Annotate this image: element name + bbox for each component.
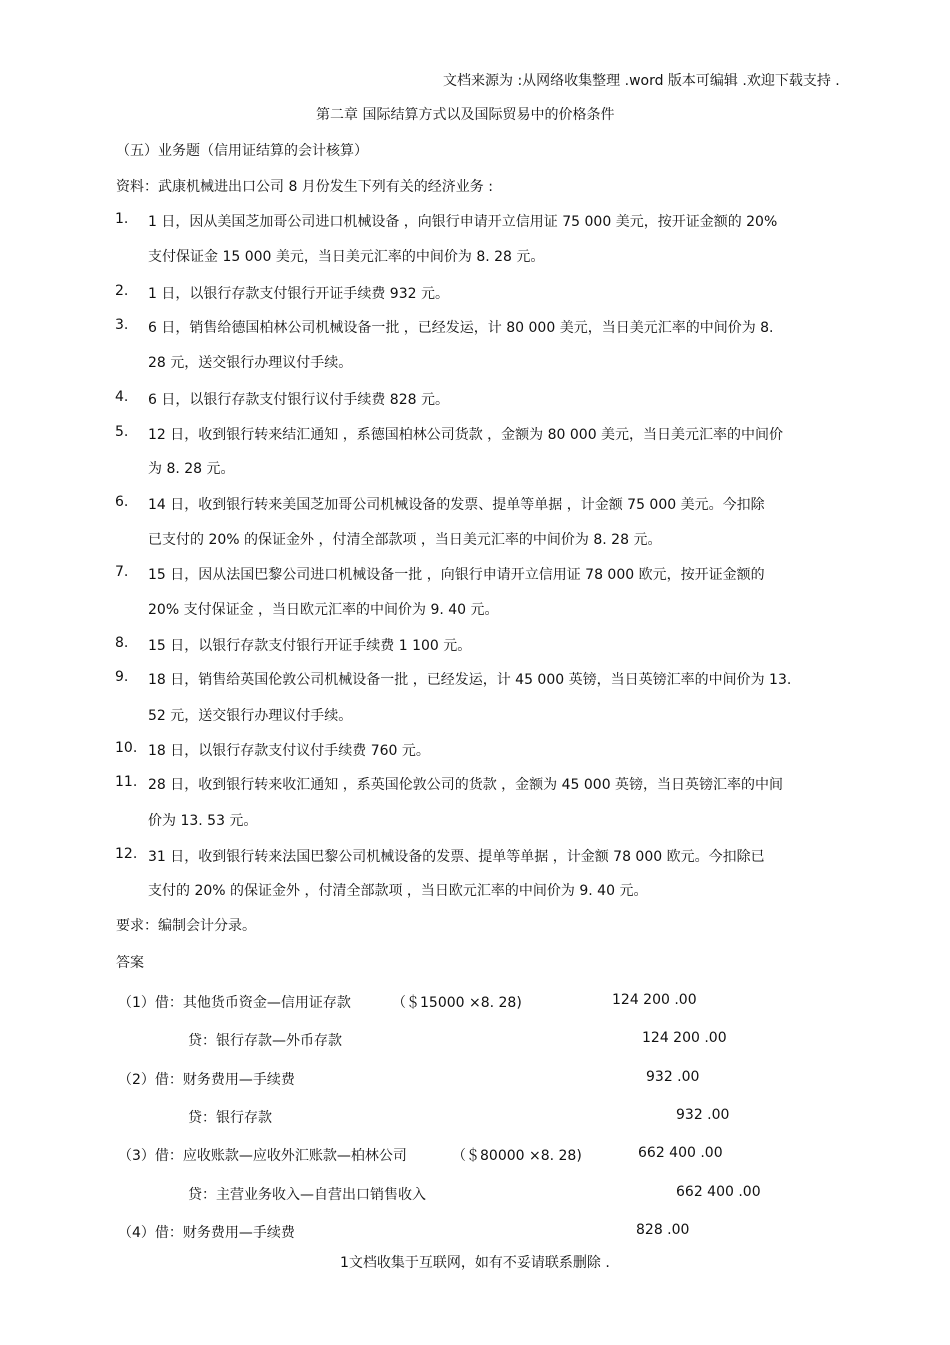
footer-note: 1文档收集于互联网，如有不妥请联系删除 . [340,1255,610,1271]
item-text: 1 日，以银行存款支付银行开证手续费 932 元。 [148,286,449,302]
item-number: 9. [115,669,129,685]
item-text: 31 日，收到银行转来法国巴黎公司机械设备的发票、提单等单据 ，计金额 78 000 欧元。今扣除已 [148,849,765,865]
journal-entry-calc: （＄15000 ×8. 28) [392,995,522,1011]
item-text: 14 日，收到银行转来美国芝加哥公司机械设备的发票、提单等单据 ，计金额 75 000 美元。今扣除 [148,497,765,513]
journal-entry-amount: 124 200 .00 [612,992,697,1008]
item-number: 7. [115,564,129,580]
item-text: 18 日，销售给英国伦敦公司机械设备一批 ，已经发运，计 45 000 英镑，当日英镑汇率的中间价为 13. [148,672,792,688]
journal-entry-amount: 932 .00 [646,1069,700,1085]
item-text-cont: 支付保证金 15 000 美元，当日美元汇率的中间价为 8. 28 元。 [148,249,545,265]
item-number: 3. [115,317,129,333]
requirement: 要求：编制会计分录。 [116,918,256,934]
item-number: 5. [115,424,129,440]
answer-title: 答案 [116,955,144,971]
journal-entry-credit: 贷：主营业务收入—自营出口销售收入 [188,1187,426,1203]
item-text: 6 日，销售给德国柏林公司机械设备一批 ，已经发运，计 80 000 美元，当日美元汇率的中间价为 8. [148,320,774,336]
item-text-cont: 已支付的 20% 的保证金外 ，付清全部款项 ，当日美元汇率的中间价为 8. 28 元。 [148,532,662,548]
item-text-cont: 支付的 20% 的保证金外 ，付清全部款项 ，当日欧元汇率的中间价为 9. 40 元。 [148,883,648,899]
journal-entry-amount: 662 400 .00 [638,1145,723,1161]
item-number: 2. [115,283,129,299]
section-title: （五）业务题（信用证结算的会计核算） [116,143,368,159]
item-text: 15 日，以银行存款支付银行开证手续费 1 100 元。 [148,638,472,654]
item-number: 4. [115,389,129,405]
material-intro: 资料：武康机械进出口公司 8 月份发生下列有关的经济业务 : [116,179,493,195]
item-text: 18 日，以银行存款支付议付手续费 760 元。 [148,743,430,759]
journal-entry-credit: 贷：银行存款 [188,1110,272,1126]
item-number: 11. [115,774,138,790]
item-text-cont: 价为 13. 53 元。 [148,813,258,829]
item-text: 1 日，因从美国芝加哥公司进口机械设备 ，向银行申请开立信用证 75 000 美元，按开证金额的 20% [148,214,778,230]
item-text: 12 日，收到银行转来结汇通知 ，系德国柏林公司货款 ，金额为 80 000 美元，当日美元汇率的中间价 [148,427,784,443]
item-number: 1. [115,211,129,227]
item-number: 12. [115,846,138,862]
journal-entry-debit: （3）借：应收账款—应收外汇账款—柏林公司 [118,1148,407,1164]
item-number: 10. [115,740,138,756]
journal-entry-debit: （4）借：财务费用—手续费 [118,1225,295,1241]
journal-entry-amount: 828 .00 [636,1222,690,1238]
item-number: 6. [115,494,129,510]
item-text-cont: 为 8. 28 元。 [148,461,235,477]
item-number: 8. [115,635,129,651]
journal-entry-debit: （1）借：其他货币资金—信用证存款 [118,995,351,1011]
journal-entry-credit: 贷：银行存款—外币存款 [188,1033,342,1049]
item-text: 15 日，因从法国巴黎公司进口机械设备一批 ，向银行申请开立信用证 78 000 欧元，按开证金额的 [148,567,765,583]
item-text: 6 日，以银行存款支付银行议付手续费 828 元。 [148,392,449,408]
journal-entry-amount: 124 200 .00 [642,1030,727,1046]
journal-entry-debit: （2）借：财务费用—手续费 [118,1072,295,1088]
journal-entry-calc: （＄80000 ×8. 28) [452,1148,582,1164]
journal-entry-amount: 932 .00 [676,1107,730,1123]
item-text: 28 日，收到银行转来收汇通知 ，系英国伦敦公司的货款 ，金额为 45 000 英镑，当日英镑汇率的中间 [148,777,784,793]
chapter-title: 第二章 国际结算方式以及国际贸易中的价格条件 [316,107,615,123]
item-text-cont: 52 元，送交银行办理议付手续。 [148,708,353,724]
item-text-cont: 28 元，送交银行办理议付手续。 [148,355,353,371]
item-text-cont: 20% 支付保证金 ，当日欧元汇率的中间价为 9. 40 元。 [148,602,499,618]
header-note: 文档来源为 :从网络收集整理 .word 版本可编辑 .欢迎下载支持 . [443,73,840,89]
journal-entry-amount: 662 400 .00 [676,1184,761,1200]
